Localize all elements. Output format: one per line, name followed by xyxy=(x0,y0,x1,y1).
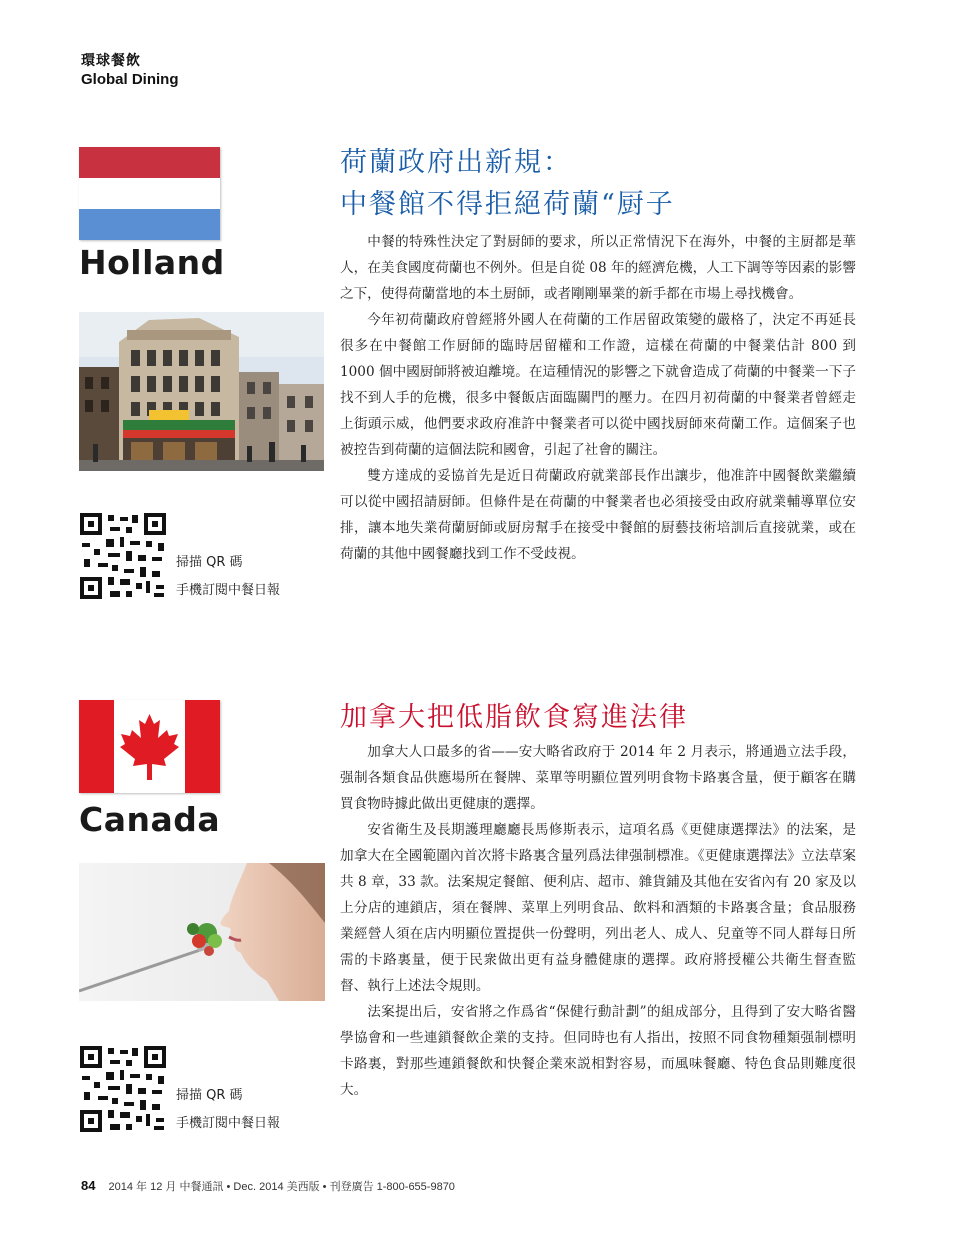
footer-text: 2014 年 12 月 中餐通訊 • Dec. 2014 美西版 • 刊登廣告 1-800-655-9870 xyxy=(108,1181,455,1193)
qr-caption-line-2: 手機訂閱中餐日報 xyxy=(176,1116,281,1131)
qr-caption-line-2: 手機訂閱中餐日報 xyxy=(176,583,281,598)
qr-caption-holland xyxy=(176,549,280,605)
article-body-holland xyxy=(340,229,856,567)
woman-eating-salad-photo xyxy=(79,863,325,1001)
paragraph: 今年初荷蘭政府曾經將外國人在荷蘭的工作居留政策變的嚴格了，決定不再延長很多在中餐館工作厨師的臨時居留權和工作證，這樣在荷蘭的中餐業估計 800 到 1000 個中國厨師將被迫離境。在這種情況的影響之下就會造成了荷蘭的中餐業一下子找不到人手的危機，很多中餐飯店面臨關門的壓力。在四月初荷蘭的中餐業者曾經走上街頭示威，他們要求政府准許中餐業者可以從中國找厨師來荷蘭工作。這個案子也被控告到荷蘭的這個法院和國會，引起了社會的關注。 xyxy=(340,312,856,458)
paragraph: 加拿大人口最多的省——安大略省政府于 2014 年 2 月表示，將通過立法手段，强制各類食品供應場所在餐牌、菜單等明顯位置列明食物卡路裏含量，便于顧客在購買食物時據此做出更健康的選擇。 xyxy=(340,744,856,812)
country-label-canada: Canada xyxy=(79,800,221,839)
paragraph: 法案提出后，安省將之作爲省“保健行動計劃”的組成部分，且得到了安大略省醫學協會和一些連鎖餐飲企業的支持。但同時也有人指出，按照不同食物種類强制標明卡路裏，對那些連鎖餐飲和快餐企業來説相對容易，而風味餐廳、特色食品則難度很大。 xyxy=(340,1004,856,1098)
section-title-en: Global Dining xyxy=(81,71,179,88)
qr-caption-canada xyxy=(176,1082,280,1138)
canada-flag-icon xyxy=(79,700,220,793)
paragraph: 雙方達成的妥協首先是近日荷蘭政府就業部長作出讓步，他准許中國餐飲業繼續可以從中國招請厨師。但條件是在荷蘭的中餐業者也必須接受由政府就業輔導單位安排，讓本地失業荷蘭厨師或厨房幫手在接受中餐館的厨藝技術培訓后直接就業，或在荷蘭的其他中國餐廳找到工作不受歧視。 xyxy=(340,468,856,562)
page-footer xyxy=(81,1178,455,1194)
section-title-zh: 環球餐飲 xyxy=(81,53,141,69)
paragraph: 安省衛生及長期護理廳廳長馬修斯表示，這項名爲《更健康選擇法》的法案，是加拿大在全國範圍內首次將卡路裏含量列爲法律强制標准。《更健康選擇法》立法草案共 8 章，33 款。法案規定餐館、便利店、超市、雜貨鋪及其他在安省內有 20 家及以上分店的連鎖店，須在餐牌、菜單上列明食品、飲料和酒類的卡路裏含量；食品服務業經營人須在店内明顯位置提供一份聲明，列出老人、成人、兒童等不同人群每日所需的卡路裏量，便于民衆做出更有益身體健康的選擇。政府將授權公共衛生督查監督、執行上述法令規則。 xyxy=(340,822,856,994)
netherlands-flag-icon xyxy=(79,147,220,240)
qr-code-icon[interactable] xyxy=(80,513,166,599)
qr-code-icon[interactable] xyxy=(80,1046,166,1132)
section-header xyxy=(81,50,179,88)
headline-holland-line-1: 荷蘭政府出新規： xyxy=(340,147,572,178)
qr-caption-line-1: 掃描 QR 碼 xyxy=(176,1088,243,1103)
headline-holland xyxy=(340,142,675,226)
page-number: 84 xyxy=(81,1178,96,1193)
article-body-canada xyxy=(340,739,856,1103)
country-label-holland: Holland xyxy=(79,243,225,282)
amsterdam-street-photo xyxy=(79,312,324,471)
headline-canada: 加拿大把低脂飲食寫進法律 xyxy=(340,702,688,733)
paragraph: 中餐的特殊性決定了對厨師的要求，所以正常情況下在海外，中餐的主厨都是華人，在美食國度荷蘭也不例外。但是自從 08 年的經濟危機，人工下調等等因素的影響之下，使得荷蘭當地的本土厨師，或者剛剛畢業的新手都在市場上尋找機會。 xyxy=(340,234,856,302)
qr-caption-line-1: 掃描 QR 碼 xyxy=(176,555,243,570)
headline-holland-line-2: 中餐館不得拒絕荷蘭“厨子 xyxy=(340,189,675,220)
